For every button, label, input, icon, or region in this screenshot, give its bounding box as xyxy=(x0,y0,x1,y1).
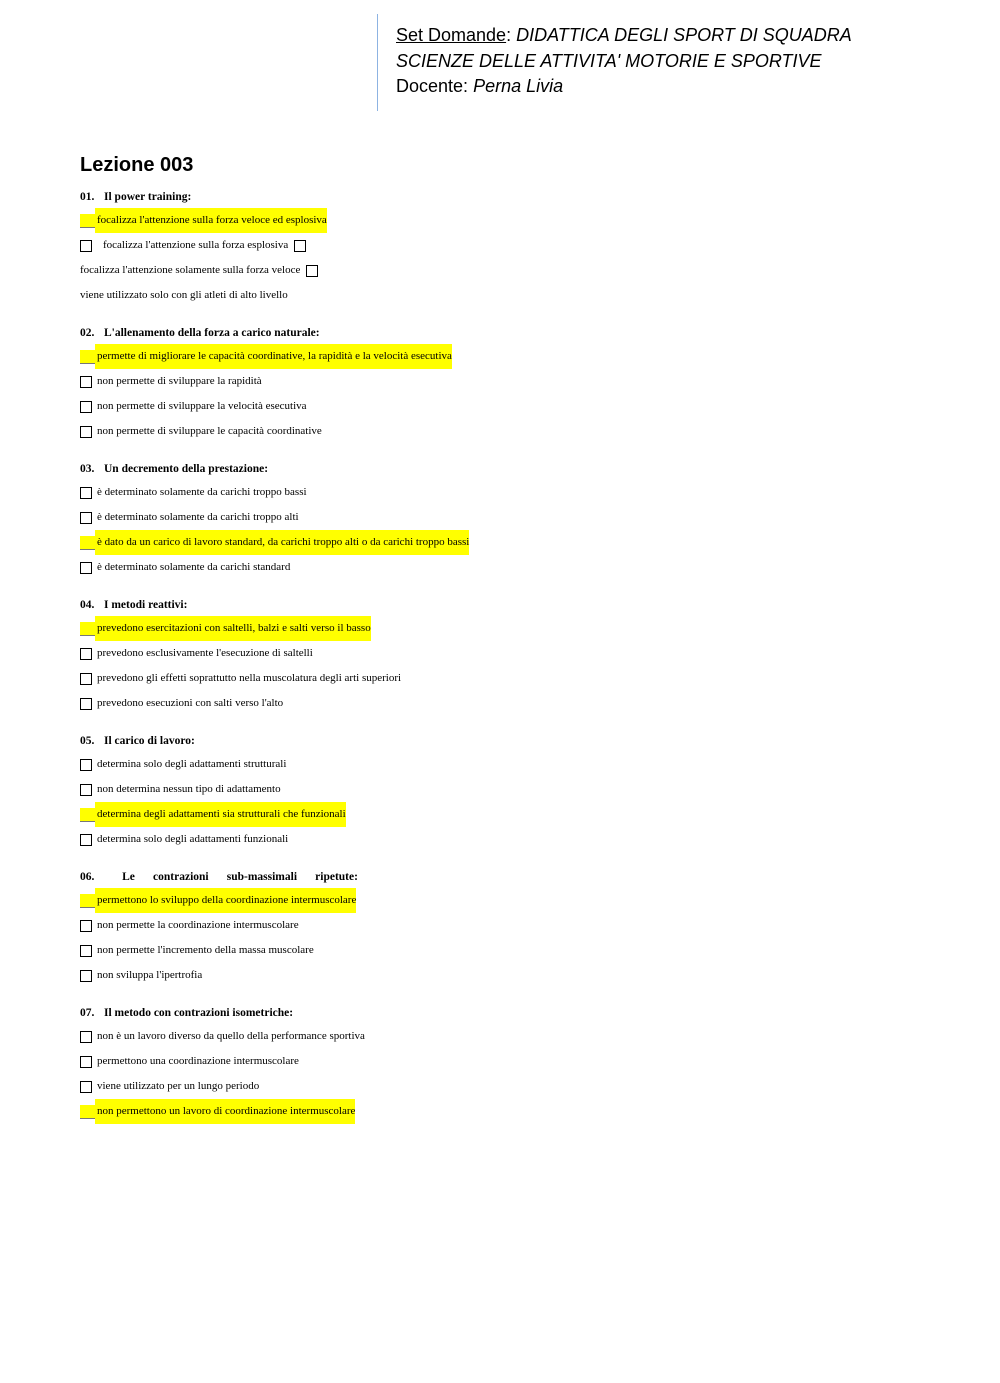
question-block xyxy=(80,322,940,458)
answer-option[interactable] xyxy=(80,505,940,530)
question-block xyxy=(80,186,940,322)
answer-text: determina solo degli adattamenti funzionali xyxy=(97,833,289,845)
question-spacer xyxy=(80,852,940,866)
answer-text: permettono una coordinazione intermuscolare xyxy=(97,1055,299,1067)
question-spacer xyxy=(80,1124,940,1138)
answer-option-correct[interactable] xyxy=(80,616,940,641)
answer-checkbox[interactable] xyxy=(80,945,92,957)
question-spacer xyxy=(80,444,940,458)
answer-checkbox-marked[interactable] xyxy=(80,214,95,228)
answer-checkbox[interactable] xyxy=(80,648,92,660)
answer-text: non permette l'incremento della massa muscolare xyxy=(97,944,314,956)
answer-option[interactable] xyxy=(80,641,940,666)
question-text: Il carico di lavoro: xyxy=(104,735,195,747)
answer-checkbox-marked[interactable] xyxy=(80,1105,95,1119)
answer-checkbox[interactable] xyxy=(80,401,92,413)
question-title-word: contrazioni xyxy=(153,871,209,883)
question-number: 04. xyxy=(80,599,95,611)
answer-text: non permette di sviluppare le capacità coordinative xyxy=(97,425,322,437)
answer-option[interactable] xyxy=(80,233,940,258)
answer-option[interactable] xyxy=(80,666,940,691)
teacher-label: Docente: xyxy=(396,76,469,96)
answer-option[interactable] xyxy=(80,394,940,419)
question-title xyxy=(80,458,940,480)
answer-option[interactable] xyxy=(80,752,940,777)
answer-text: prevedono esecuzioni con salti verso l'alto xyxy=(97,697,284,709)
answer-text: è determinato solamente da carichi standard xyxy=(97,561,291,573)
answer-text: determina solo degli adattamenti strutturali xyxy=(97,758,287,770)
answer-text: non permette la coordinazione intermuscolare xyxy=(97,919,299,931)
answer-checkbox-marked[interactable] xyxy=(80,622,95,636)
question-text: L'allenamento della forza a carico naturale: xyxy=(104,327,320,339)
answer-text: non permette di sviluppare la velocità esecutiva xyxy=(97,400,307,412)
answer-text: non determina nessun tipo di adattamento xyxy=(97,783,281,795)
answer-text: è determinato solamente da carichi troppo bassi xyxy=(97,486,307,498)
answer-checkbox[interactable] xyxy=(80,487,92,499)
question-title xyxy=(80,322,940,344)
question-title xyxy=(80,866,358,888)
answer-option[interactable] xyxy=(80,283,940,308)
answer-text: permette di migliorare le capacità coordinative, la rapidità e la velocità esecutiva xyxy=(95,344,452,369)
teacher-name: Perna Livia xyxy=(473,76,564,96)
answer-option-correct[interactable] xyxy=(80,888,940,913)
degree-name: SCIENZE DELLE ATTIVITA' MOTORIE E SPORTIVE xyxy=(396,50,822,71)
question-title-word: sub-massimali xyxy=(226,871,298,883)
answer-checkbox[interactable] xyxy=(80,834,92,846)
answer-text: prevedono esclusivamente l'esecuzione di saltelli xyxy=(97,647,313,659)
answer-option[interactable] xyxy=(80,1074,940,1099)
answer-checkbox-marked[interactable] xyxy=(80,808,95,822)
question-number: 05. xyxy=(80,735,95,747)
question-text: Il metodo con contrazioni isometriche: xyxy=(104,1007,294,1019)
answer-option[interactable] xyxy=(80,419,940,444)
question-number: 07. xyxy=(80,1007,95,1019)
answer-text: è dato da un carico di lavoro standard, da carichi troppo alti o da carichi troppo bassi xyxy=(95,530,469,555)
answer-option[interactable] xyxy=(80,258,940,283)
answer-checkbox[interactable] xyxy=(80,562,92,574)
question-title xyxy=(80,1002,940,1024)
answer-checkbox[interactable] xyxy=(80,240,92,252)
answer-option-correct[interactable] xyxy=(80,208,940,233)
question-number: 06. xyxy=(80,871,95,883)
question-text: Un decremento della prestazione: xyxy=(104,463,269,475)
question-number: 03. xyxy=(80,463,95,475)
answer-text: permettono lo sviluppo della coordinazione intermuscolare xyxy=(95,888,356,913)
answer-text: non sviluppa l'ipertrofia xyxy=(97,969,203,981)
answer-checkbox[interactable] xyxy=(80,1031,92,1043)
answer-option[interactable] xyxy=(80,691,940,716)
answer-option[interactable] xyxy=(80,938,940,963)
answer-option-correct[interactable] xyxy=(80,1099,940,1124)
answer-text: focalizza l'attenzione sulla forza veloce ed esplosiva xyxy=(95,208,327,233)
answer-checkbox[interactable] xyxy=(80,920,92,932)
question-spacer xyxy=(80,580,940,594)
answer-checkbox[interactable] xyxy=(80,673,92,685)
question-spacer xyxy=(80,988,940,1002)
answer-checkbox[interactable] xyxy=(80,698,92,710)
set-label: Set Domande xyxy=(396,25,507,45)
answer-checkbox-marked[interactable] xyxy=(80,536,95,550)
answer-text: focalizza l'attenzione solamente sulla forza veloce xyxy=(80,264,301,276)
question-block xyxy=(80,1002,940,1138)
answer-option[interactable] xyxy=(80,963,940,988)
answer-checkbox[interactable] xyxy=(80,759,92,771)
answer-option-correct[interactable] xyxy=(80,802,940,827)
answer-text: non permettono un lavoro di coordinazione intermuscolare xyxy=(95,1099,355,1124)
document-header xyxy=(377,14,897,111)
answer-option[interactable] xyxy=(80,827,940,852)
question-number: 01. xyxy=(80,191,95,203)
question-list xyxy=(80,186,940,1138)
question-block xyxy=(80,458,940,594)
answer-option[interactable] xyxy=(80,913,940,938)
question-title-word: Le xyxy=(122,871,135,883)
answer-checkbox[interactable] xyxy=(80,1081,92,1093)
answer-text: prevedono esercitazioni con saltelli, balzi e salti verso il basso xyxy=(95,616,371,641)
answer-checkbox-marked[interactable] xyxy=(80,350,95,364)
answer-checkbox[interactable] xyxy=(80,426,92,438)
answer-checkbox[interactable] xyxy=(306,265,318,277)
answer-option[interactable] xyxy=(80,777,940,802)
question-text: Il power training: xyxy=(104,191,192,203)
answer-checkbox-marked[interactable] xyxy=(80,894,95,908)
question-text: I metodi reattivi: xyxy=(104,599,188,611)
answer-checkbox[interactable] xyxy=(80,376,92,388)
answer-option[interactable] xyxy=(80,480,940,505)
answer-text: prevedono gli effetti soprattutto nella muscolatura degli arti superiori xyxy=(97,672,402,684)
question-number: 02. xyxy=(80,327,95,339)
lesson-title: Lezione 003 xyxy=(80,154,194,176)
answer-text: focalizza l'attenzione sulla forza esplosiva xyxy=(103,239,289,251)
question-title xyxy=(80,186,940,208)
answer-text: non è un lavoro diverso da quello della performance sportiva xyxy=(97,1030,365,1042)
answer-option-correct[interactable] xyxy=(80,530,940,555)
answer-option[interactable] xyxy=(80,555,940,580)
answer-text: viene utilizzato solo con gli atleti di alto livello xyxy=(80,289,288,301)
answer-option[interactable] xyxy=(80,1049,940,1074)
answer-option[interactable] xyxy=(80,1024,940,1049)
answer-checkbox[interactable] xyxy=(80,1056,92,1068)
question-title xyxy=(80,594,940,616)
answer-option[interactable] xyxy=(80,369,940,394)
question-block xyxy=(80,866,940,1002)
course-name: DIDATTICA DEGLI SPORT DI SQUADRA xyxy=(516,25,852,45)
question-title-word: ripetute: xyxy=(315,871,358,883)
answer-text: viene utilizzato per un lungo periodo xyxy=(97,1080,260,1092)
question-block xyxy=(80,730,940,866)
answer-text: è determinato solamente da carichi troppo alti xyxy=(97,511,299,523)
answer-checkbox[interactable] xyxy=(294,240,306,252)
course-line: Set Domande: DIDATTICA DEGLI SPORT DI SQUADRA xyxy=(396,25,852,45)
question-spacer xyxy=(80,308,940,322)
teacher-line xyxy=(396,74,897,100)
answer-checkbox[interactable] xyxy=(80,970,92,982)
question-title xyxy=(80,730,940,752)
answer-checkbox[interactable] xyxy=(80,784,92,796)
answer-text: non permette di sviluppare la rapidità xyxy=(97,375,262,387)
answer-checkbox[interactable] xyxy=(80,512,92,524)
question-block xyxy=(80,594,940,730)
question-spacer xyxy=(80,716,940,730)
answer-text: determina degli adattamenti sia strutturali che funzionali xyxy=(95,802,346,827)
answer-option-correct[interactable] xyxy=(80,344,940,369)
